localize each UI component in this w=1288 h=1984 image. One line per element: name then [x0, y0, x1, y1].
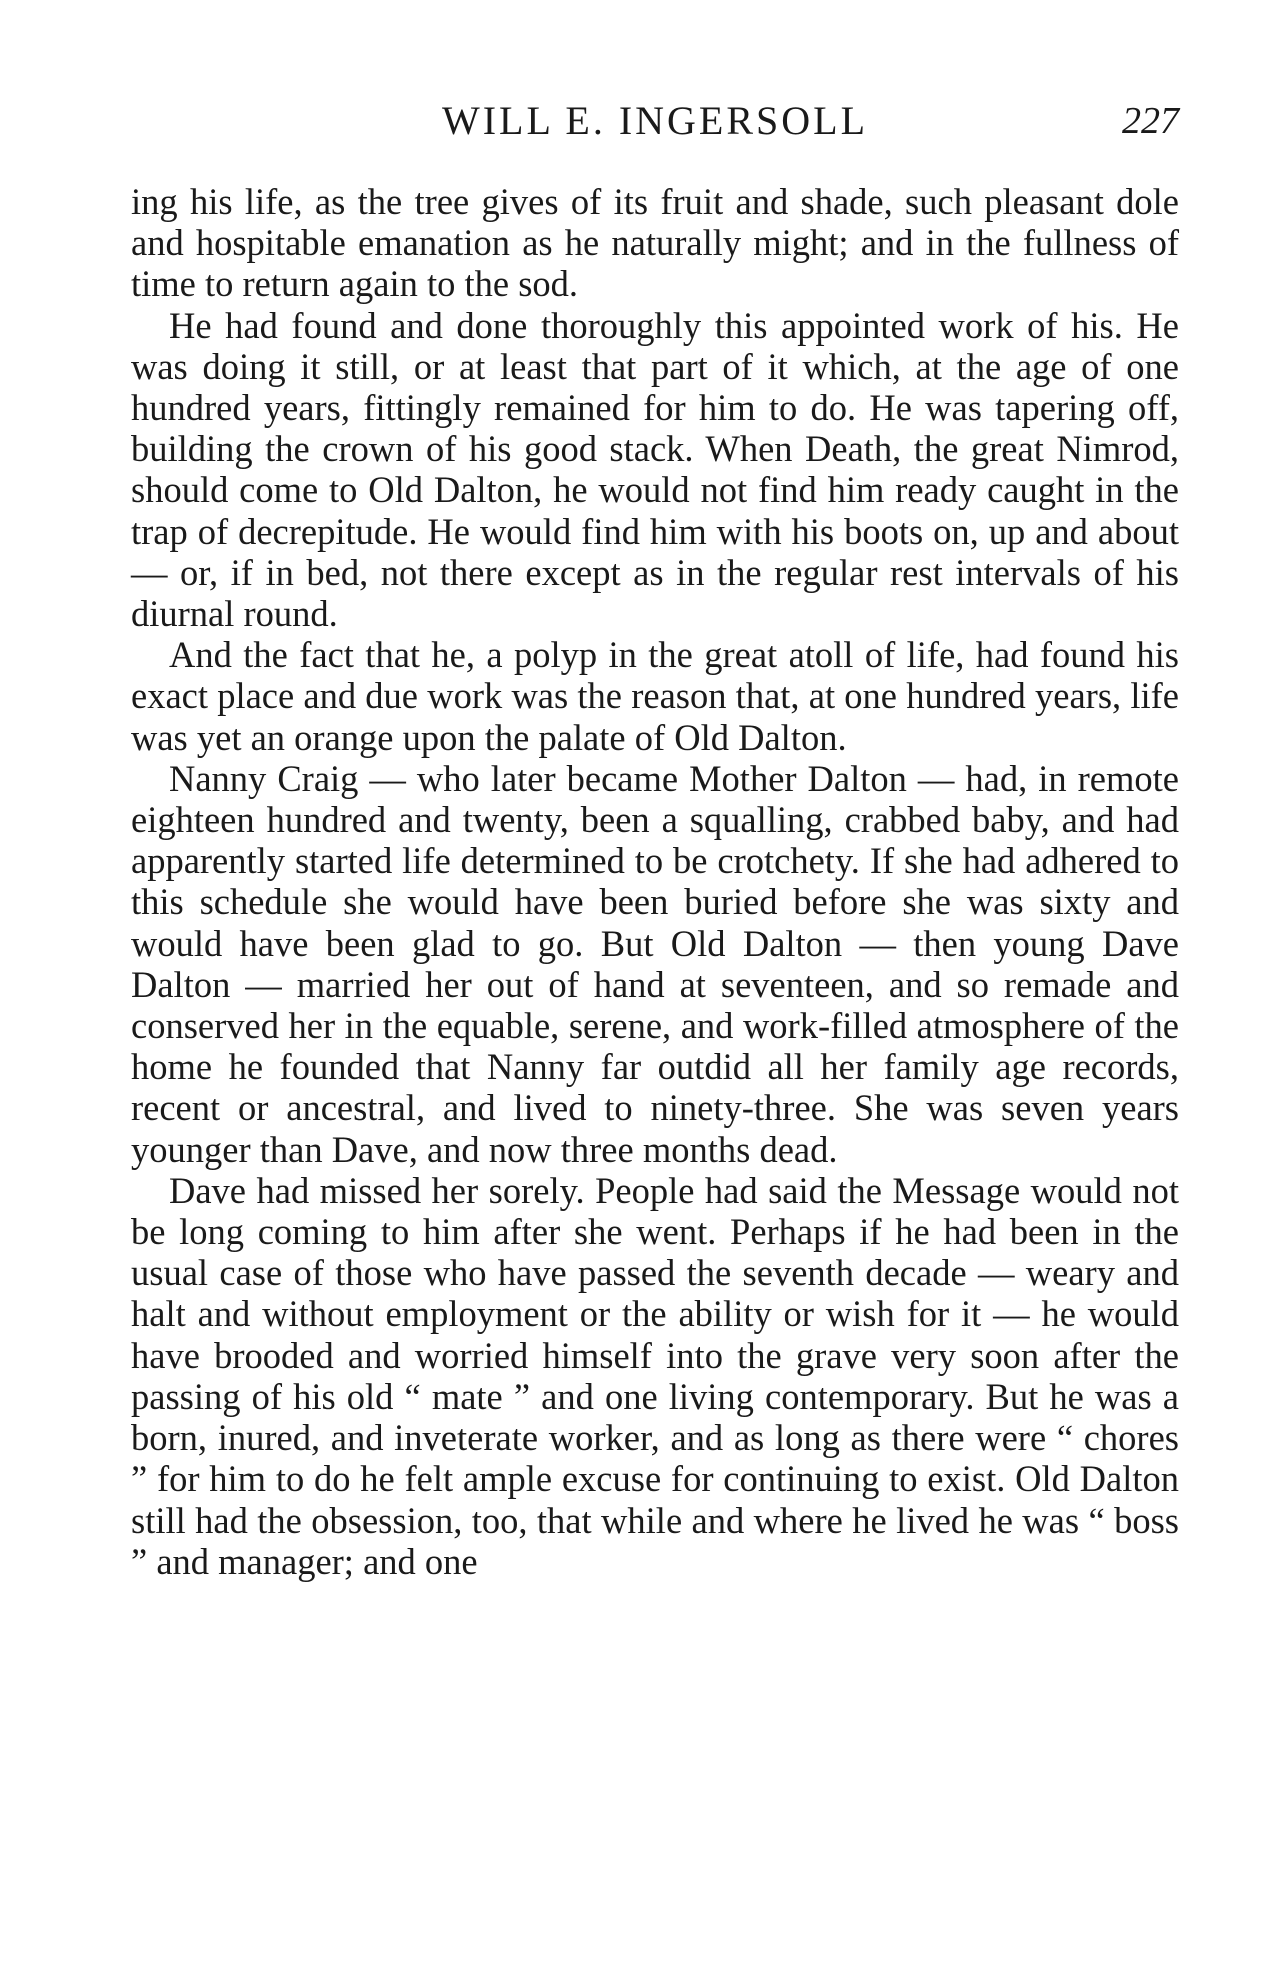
page-number: 227 [1122, 100, 1179, 142]
running-head [131, 96, 1179, 146]
paragraph-appointed-work: He had found and done thoroughly this appointed work of his. He was doing it still, or at least that part of it which, at the age of one hundred years, fittingly remained for him to do. He was tapering off, building the crown of his good stack. When Death, the great Nimrod, should come to Old Dalton, he would not find him ready caught in the trap of decrepitude. He would find him with his boots on, up and about — or, if in bed, not there except as in the regular rest intervals of his diurnal round. [131, 304, 1179, 635]
paragraph-dave-missed-her: Dave had missed her sorely. People had said the Message would not be long coming to him after she went. Perhaps if he had been in the usual case of those who have passed the seventh decade — weary and halt and without employment or the ability or wish for it — he would have brooded and worried himself into the grave very soon after the passing of his old “ mate ” and one living contemporary. But he was a born, inured, and inveterate worker, and as long as there were “ chores ” for him to do he felt ample excuse for continuing to exist. Old Dalton still had the obsession, too, that while and where he lived he was “ boss ” and manager; and one [131, 1169, 1179, 1582]
paragraph-nanny-craig: Nanny Craig — who later became Mother Dalton — had, in remote eighteen hundred and twenty, been a squalling, crabbed baby, and had apparently started life determined to be crotchety. If she had adhered to this schedule she would have been buried before she was sixty and would have been glad to go. But Old Dalton — then young Dave Dalton — married her out of hand at seventeen, and so remade and conserved her in the equable, serene, and work-filled atmosphere of the home he founded that Nanny far outdid all her family age records, recent or ancestral, and lived to ninety-three. She was seven years younger than Dave, and now three months dead. [131, 757, 1179, 1170]
paragraph-polyp: And the fact that he, a polyp in the great atoll of life, had found his exact place and due work was the reason that, at one hundred years, life was yet an orange upon the palate of Old Dalton. [131, 634, 1179, 758]
running-head-author: WILL E. INGERSOLL [441, 98, 869, 143]
paragraph-continuation: ing his life, as the tree gives of its fruit and shade, such pleasant dole and hospitable emanation as he naturally might; and in the fullness of time to return again to the sod. [131, 181, 1179, 305]
body-text [131, 181, 1179, 1582]
